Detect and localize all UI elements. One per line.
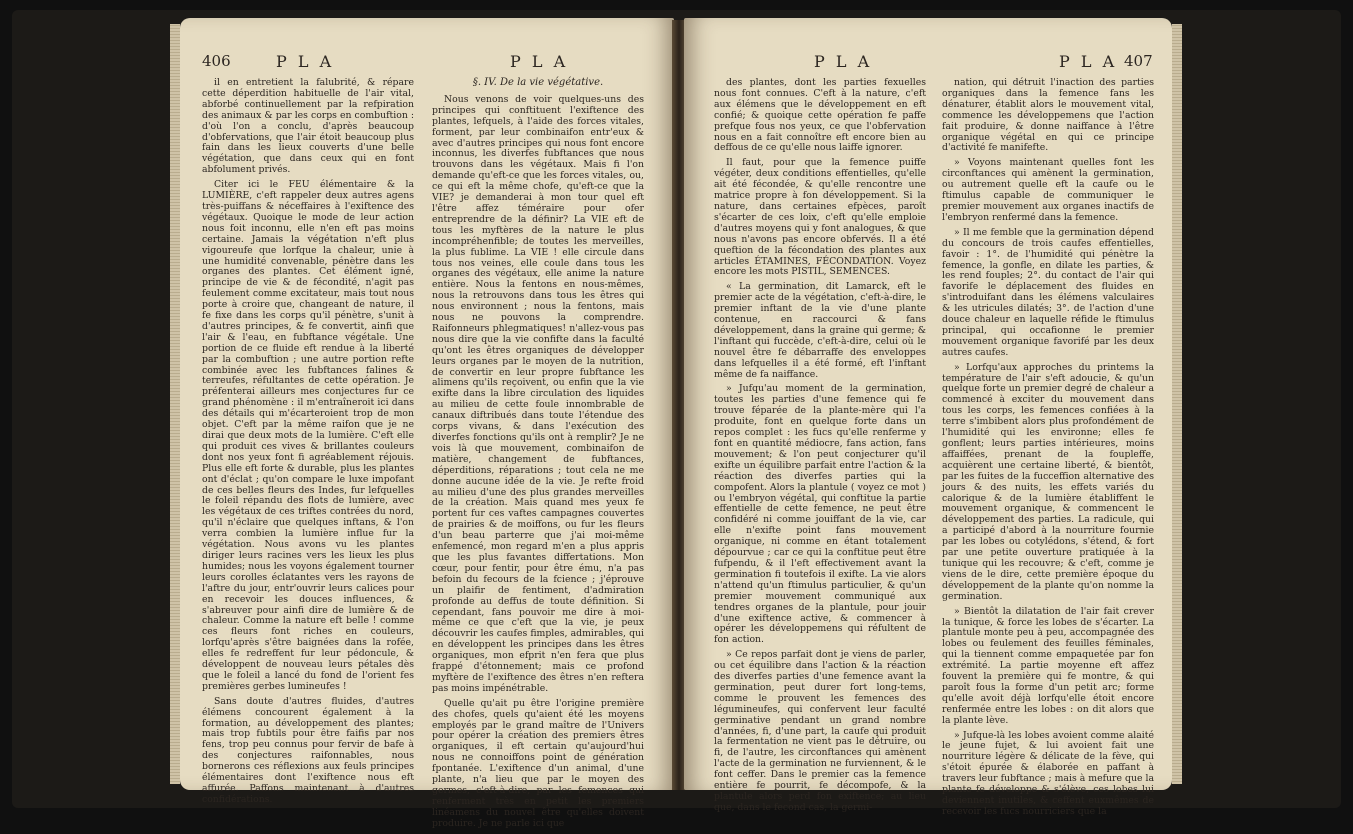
paragraph: Sans doute d'autres fluides, d'autres élémens concourent également à la formation, au développement des plantes; mais trop fubtils pour être faifis par nos fens, trop peu connus pour fervir de bafe à des conjectures raifonnables, nous bornerons ces réflexions aux feuls principes élémentaires dont l'exiftence nous eft affurée. Paffons maintenant à d'autres confidérations. [202,695,414,805]
paragraph: » Jufqu'au moment de la germination, toutes les parties d'une femence qui fe trouve féparée de la plante-mère qui l'a produite, font en quelque forte dans un repos complet : les fucs qu'elle renferme y font en quantité médiocre, fans action, fans mouvement; & l'on peut conjecturer qu'il exifte un équilibre parfait entre l'action & la réaction des diverfes parties qui la compofent. Alors la plantule ( voyez ce mot ) ou l'embryon végétal, qui conftitue la partie effentielle de cette femence, ne peut être confidéré ni comme jouiffant de la vie, car elle n'exifte point fans mouvement organique, ni comme en étant totalement dépourvue ; car ce qui la conftitue peut être fufpendu, & il l'eft effectivement avant la germination fi toutefois il exifte. La vie alors n'attend qu'un ftimulus particulier, & qu'un premier mouvement communiqué aux tendres organes de la plantule, pour jouir d'une exiftence active, & commencer à opérer les développemens qui réfultent de fon action. [714,383,926,646]
right-column-2 [942,78,1154,822]
paragraph: » Ce repos parfait dont je viens de parler, ou cet équilibre dans l'action & la réaction des diverfes parties d'une femence avant la germination, peut durer fort long-tems, comme le prouvent les femences des légumineufes, qui confervent leur faculté germinative pendant un grand nombre d'années, fi, d'une part, la caufe qui produit la fermentation ne vient pas le détruire, ou fi, de l'autre, les circonftances qui amènent l'acte de la germination ne furviennent, & le font ceffer. Dans le premier cas la femence entière fe pourrit, fe décompofe, & la plantule alors perd fon exiftence; au lieu que, dans le fecond cas, la germi- [714,649,926,813]
left-page-number: 406 [202,52,231,70]
right-page-number: 407 [1124,52,1153,70]
paragraph: » Bientôt la dilatation de l'air fait crever la tunique, & force les lobes de s'écarter. La plantule monte peu à peu, accompagnée des lobes ou feulement des feuilles féminales, qui la tiennent comme empaquetée par fon extrémité. La partie moyenne eft affez fouvent la première qui fe montre, & qui paroît fous la forme d'un petit arc; forme qu'elle avoit déjà lorfqu'elle étoit encore renfermée entre les lobes : on dit alors que la plante lève. [942,605,1154,726]
left-column-1 [202,78,414,810]
left-column-2 [432,78,644,834]
paragraph: nation, qui détruit l'inaction des parties organiques dans la femence fans les dénaturer, établit alors le mouvement vital, commence les développemens que l'action fait produire, & donne naiffance à l'être organique végétal en qui ce principe d'activité fe manifefte. [942,77,1154,154]
left-running-head-left: P L A [276,52,335,71]
right-running-head-left: P L A [814,52,873,71]
paragraph: Il faut, pour que la femence puiffe végéter, deux conditions effentielles, qu'elle ait été fécondée, & qu'elle rencontre une matrice propre à fon développement. Si la nature, dans certaines efpèces, paroît s'écarter de ces loix, c'eft qu'elle emploie d'autres moyens qui y font analogues, & que nous n'avons pas encore obfervés. Il a été queftion de la fécondation des plantes aux articles ÉTAMINES, FÉCONDATION. Voyez encore les mots PISTIL, SEMENCES. [714,157,926,278]
right-running-head-right: P L A [1059,52,1118,71]
left-page [180,18,674,829]
left-running-head-right: P L A [510,52,569,71]
right-column-1 [714,78,926,818]
right-page [684,18,1172,817]
right-page-edge [1172,24,1182,784]
paragraph: Citer ici le FEU élémentaire & la LUMIÈRE, c'eft rappeler deux autres agens très-puiffans & néceffaires à l'exiftence des végétaux. Quoique le mode de leur action nous foit inconnu, elle n'en eft pas moins certaine. Jamais la végétation n'eft plus vigoureufe que lorfque la chaleur, unie à une humidité convenable, pénètre dans les organes des plantes. Cet élément igné, principe de vie & de fécondité, n'agit pas feulement comme excitateur, mais tout nous porte à croire que, changeant de nature, il fe fixe dans les corps qu'il pénètre, s'unit à d'autres principes, & fe convertit, ainfi que l'air & l'eau, en fubftance végétale. Une portion de ce fluide eft rendue à la liberté par la combuftion ; une autre portion refte combinée avec les fubftances falines & terreufes, réfultantes de cette opération. Je préfenterai ailleurs mes conjectures fur ce grand phénomène : il m'entraîneroit ici dans des détails qui m'écarteroient trop de mon objet. C'eft par la même raifon que je ne dirai que deux mots de la lumière. C'eft elle qui produit ces vives & brillantes couleurs dont nos yeux font fi agréablement réjouis. Plus elle eft forte & durable, plus les plantes ont d'éclat ; qu'on compare le luxe impofant de ces belles fleurs des Indes, fur lefquelles le foleil répandu des flots de lumière, avec les végétaux de ces triftes contrées du nord, qu'il n'éclaire que quelques inftans, & l'on verra combien la lumière influe fur la végétation. Nous avons vu les plantes diriger leurs racines vers les lieux les plus humides; nous les voyons également tourner leurs corolles éclatantes vers les rayons de l'aftre du jour, entr'ouvrir leurs calices pour en recevoir les douces influences, & s'abreuver pour ainfi dire de lumière & de chaleur. Comme la nature eft belle ! comme ces fleurs font riches en couleurs, lorfqu'après s'être baignées dans la rofée, elles fe redreffent fur leur pédoncule, & développent de nouveau leurs pétales dès que le foleil a lancé du fond de l'orient fes premières gerbes lumineufes ! [202,179,414,692]
paragraph: Nous venons de voir quelques-uns des principes qui conftituent l'exiftence des plantes, lefquels, à l'aide des forces vitales, forment, par leur combinaifon entr'eux & avec d'autres principes qui nous font encore inconnus, les diverfes fubftances que nous trouvons dans les végétaux. Mais fi l'on demande qu'eft-ce que les forces vitales, ou, ce qui eft la même chofe, qu'eft-ce que la VIE? je demanderai à mon tour quel eft l'être affez téméraire pour ofer entreprendre de la définir? La VIE eft de tous les myftères de la nature le plus incompréhenfible; de toutes les merveilles, la plus fublime. La VIE ! elle circule dans tous nos veines, elle coule dans tous les organes des végétaux, elle anime la nature entière. Nous la fentons en nous-mêmes, nous la retrouvons dans tous les êtres qui nous environnent ; nous la fentons, mais nous ne pouvons la comprendre. Raifonneurs phlegmatiques! n'allez-vous pas nous dire que la vie confifte dans la faculté qu'ont les êtres organiques de développer leurs organes par le moyen de la nutrition, de convertir en leur propre fubftance les alimens qu'ils reçoivent, ou enfin que la vie exifte dans la libre circulation des liquides au milieu de cette foule innombrable de canaux diftribués dans toute l'étendue des corps vivans, & dans l'exécution des diverfes fonctions qu'ils ont à remplir? Je ne vois là que mouvement, combinaifon de matière, changement de fubftances, déperditions, réparations ; tout cela ne me donne aucune idée de la vie. Je refte froid au milieu d'une des plus grandes merveilles de la création. Mais quand mes yeux fe portent fur ces vaftes campagnes couvertes de prairies & de moiffons, ou fur les fleurs d'un beau parterre que j'ai moi-même enfemencé, mon regard m'en a plus appris que les plus favantes differtations. Mon cœur, pour fentir, pour être ému, n'a pas befoin du fecours de la fcience ; j'éprouve un plaifir de fentiment, d'admiration profonde au deffus de toute définition. Si cependant, fans pouvoir me dire à moi-même ce que c'eft que la vie, je peux découvrir les caufes fimples, admirables, qui en développent les principes dans les êtres organiques, mon efprit n'en fera que plus frappé d'étonnement; mais ce profond myftère de l'exiftence des êtres n'en reftera pas moins impénétrable. [432,93,644,694]
paragraph: « La germination, dit Lamarck, eft le premier acte de la végétation, c'eft-à-dire, le premier inftant de la vie d'une plante contenue, en raccourci & fans développement, dans la graine qui germe; & l'inftant qui fuccède, c'eft-à-dire, celui où le nouvel être fe débarraffe des enveloppes dans lefquelles il a été formé, eft l'inftant même de fa naiffance. [714,281,926,380]
paragraph: il en entretient la falubrité, & répare cette déperdition habituelle de l'air vital, abforbé continuellement par la refpiration des animaux & par les corps en combuftion : d'où l'on a conclu, d'après beaucoup d'obfervations, que l'air étoit beaucoup plus fain dans les lieux couverts d'une belle végétation, que dans ceux qui en font abfolument privés. [202,77,414,176]
left-page-edge [170,24,180,784]
paragraph: » Jufque-là les lobes avoient comme alaité le jeune fujet, & lui avoient fait une nourriture légère & délicate de la fève, qui s'étoit épurée & élaborée en paffant à travers leur fubftance ; mais à mefure que la plante fe développe & s'élève, ces lobes lui deviennent inutiles, & ceffent euxmêmes de recevoir les fucs nourriciers que la [942,729,1154,817]
paragraph: » Il me femble que la germination dépend du concours de trois caufes effentielles, favoir : 1°. de l'humidité qui pénètre la femence, la gonfle, en dilate les parties, & les rend fouples; 2°. du contact de l'air qui favorife le déplacement des fluides en s'introduifant dans les élémens valculaires & les utricules dilatés; 3°. de l'action d'une douce chaleur en laquelle réfide le ftimulus principal, qui occafionne le premier mouvement organique favorifé par les deux autres caufes. [942,226,1154,358]
paragraph: » Lorfqu'aux approches du printems la température de l'air s'eft adoucie, & qu'un quelque forte un premier degré de chaleur a commencé à exciter du mouvement dans tous les corps, les femences confiées à la terre s'imbibent alors plus profondément de l'humidité qui les environne; elles fe gonflent; leurs parties intérieures, moins affaiffées, prenant de la foupleffe, acquièrent une certaine liberté, & bientôt, par les fuites de la fucceffion alternative des jours & des nuits, les effets variés du calorique & de la lumière établiffent le mouvement organique, & commencent le développement des parties. La radicule, qui a participé d'abord à la nourriture fournie par les lobes ou cotylédons, s'étend, & fort par une petite ouverture pratiquée à la tunique qui les recouvre; & c'eft, comme je viens de le dire, cette première époque du développement de la plante qu'on nomme la germination. [942,361,1154,602]
paragraph: Quelle qu'ait pu être l'origine première des chofes, quels qu'aient été les moyens employés par le grand maître de l'Univers pour opérer la création des premiers êtres organiques, il eft certain qu'aujourd'hui nous ne connoiffons point de génération fpontanée. L'exiftence d'un animal, d'une plante, n'a lieu que par le moyen des germes, c'eft-à-dire, par les femences qui renferment très en petit les premiers linéamens du nouvel être qu'elles doivent produire. Je ne parle ici que [432,697,644,829]
section-title: §. IV. De la vie végétative. [472,77,604,88]
paragraph: » Voyons maintenant quelles font les circonftances qui amènent la germination, ou autrement quelle eft la caufe ou le ftimulus capable de communiquer le premier mouvement aux organes inactifs de l'embryon renfermé dans la femence. [942,157,1154,223]
paragraph: des plantes, dont les parties fexuelles nous font connues. C'eft à la nature, c'eft aux élémens que le développement en eft confié; & quoique cette opération fe paffe prefque fous nos yeux, ce que l'obfervation nous en a fait connoître eft encore bien au deffous de ce qu'elle nous laiffe ignorer. [714,77,926,154]
